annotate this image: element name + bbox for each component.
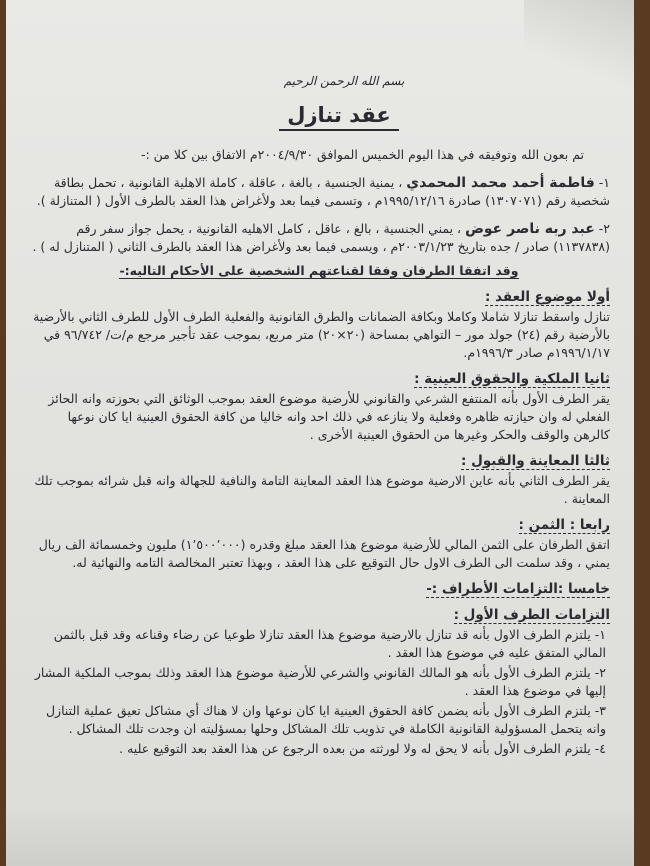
section-heading-inspection-text: ثالثا المعاينة والقبول : <box>461 453 610 469</box>
contract-title <box>68 103 610 136</box>
section-heading-inspection <box>28 452 610 470</box>
intro-line: تم بعون الله وتوفيقه في هذا اليوم الخميس الموافق ٢٠٠٤/٩/٣٠م الاتفاق بين كلا من :- <box>140 147 584 162</box>
first-party-obligations-heading-text: التزامات الطرف الأول : <box>453 607 610 623</box>
section-text-ownership: يقر الطرف الأول بأنه المنتفع الشرعي والقانوني للأرضية موضوع العقد بموجب الوثائق التي بحوزته وانه الحائز الفعلي له وان حيازته ظاهره وفعلية ولا ينازعه في ذلك احد وانه خاليا من كافة الحقوق العينية ايا كان نوعها كالرهن والوقف والحكر وغيرها من الحقوق العينية الأخرى . <box>48 391 610 442</box>
party-one-details: ، يمنية الجنسية ، بالغة ، عاقلة ، كاملة الاهلية القانونية ، تحمل بطاقة شخصية رقم (١٣٠٧٠٧١) صادرة ١٩٩٥/١٢/١٦م ، وتسمى فيما بعد ولأغراض هذا العقد بالطرف الأول ( المتنازلة ). <box>36 175 610 208</box>
section-heading-subject <box>28 288 610 306</box>
basmala-heading: بسم الله الرحمن الرحيم <box>283 74 405 88</box>
obligation-item: ٤- يلتزم الطرف الأول بأنه لا يحق له ولا لورثته من بعده الرجوع عن هذا العقد بعد التوقيع عليه . <box>119 741 606 756</box>
section-heading-obligations-text: خامسا :التزامات الأطراف :- <box>426 581 610 597</box>
agreement-line <box>28 262 610 280</box>
agreement-line-text: وقد اتفقا الطرفان وفقا لقناعتهم الشخصية على الأحكام التاليه:- <box>119 263 519 278</box>
section-heading-obligations <box>28 580 610 598</box>
section-text-price: اتفق الطرفان على الثمن المالي للأرضية موضوع هذا العقد مبلغ وقدره (١٬٥٠٠٬٠٠٠) مليون وخمسمائة الف ريال يمني ، وقد سلمت الى الطرف الاول حال التوقيع على هذا العقد ، وبهذا تعتبر المخالصة التامه والنهائية له. <box>38 537 610 570</box>
section-text-subject: تنازل واسقط تنازلا شاملا وكاملا وبكافة الضمانات والطرق القانونية والفعلية الطرف الأول للطرف الثاني بالأرضية بالأرضية رقم (٢٤) جولد مور – التواهي بمساحة (٢٠×٢٠) متر مربع، بموجب عقد تأجير مرجع م/ت/ ٩٦/٧٤٢ في ١٩٩٦/١/١٧م صادر ١٩٩٦/٣م. <box>33 309 610 360</box>
obligation-item: ١- يلتزم الطرف الاول بأنه قد تنازل بالارضية موضوع هذا العقد تنازلا طوعيا عن رضاء وقناعه وقد قبل بالثمن المالي المتفق عليه في موضوع هذا العقد . <box>53 627 606 660</box>
party-one <box>28 174 610 210</box>
party-two-details: ، يمني الجنسية ، بالغ ، عاقل ، كامل الاهليه القانونية ، يحمل جواز سفر رقم (١١٣٧٨٣٨) صادر / جده بتاريخ ٢٠٠٣/١/٢٣م ، ويسمى فيما بعد ولأغراض هذا العقد بالطرف الثاني ( المتنازل له ) . <box>32 221 610 254</box>
section-heading-ownership-text: ثانيا الملكية والحقوق العينية : <box>414 371 610 387</box>
first-party-obligations-heading <box>28 606 610 624</box>
contract-body <box>28 72 610 758</box>
party-two-number: ٢- <box>598 221 610 236</box>
party-one-name: فاطمة أحمد محمد المحمدي <box>406 175 595 191</box>
contract-page <box>6 0 634 866</box>
section-heading-price <box>28 516 610 534</box>
bottom-shadow <box>6 806 634 866</box>
party-two-name: عبد ربه ناصر عوض <box>465 221 595 237</box>
contract-title-text: عقد تنازل <box>279 103 399 131</box>
section-heading-subject-text: أولا موضوع العقد : <box>485 289 610 305</box>
obligation-item: ٣- يلتزم الطرف الأول بأنه يضمن كافة الحقوق العينية ايا كان نوعها وان لا هناك أي مشاكل تعيق عملية التنازل وانه يتحمل المسؤولية القانونية الكاملة في تذويب تلك المشاكل وحلها بمسؤليته ان وجدت تلك المشاكل . <box>45 703 606 736</box>
party-two <box>28 220 610 256</box>
party-one-number: ١- <box>598 175 610 190</box>
obligation-item: ٢- يلتزم الطرف الأول بأنه هو المالك القانوني والشرعي للأرضية موضوع هذا العقد وذلك بموجب الملكية المشار إليها في موضوع هذا العقد . <box>34 665 606 698</box>
section-text-inspection: يقر الطرف الثاني بأنه عاين الارضية موضوع هذا العقد المعاينة التامة والنافية للجهالة وانه قبل شرائه بموجب تلك المعاينة . <box>34 473 610 506</box>
section-heading-price-text: رابعا : الثمن : <box>518 517 610 533</box>
section-heading-ownership <box>28 370 610 388</box>
